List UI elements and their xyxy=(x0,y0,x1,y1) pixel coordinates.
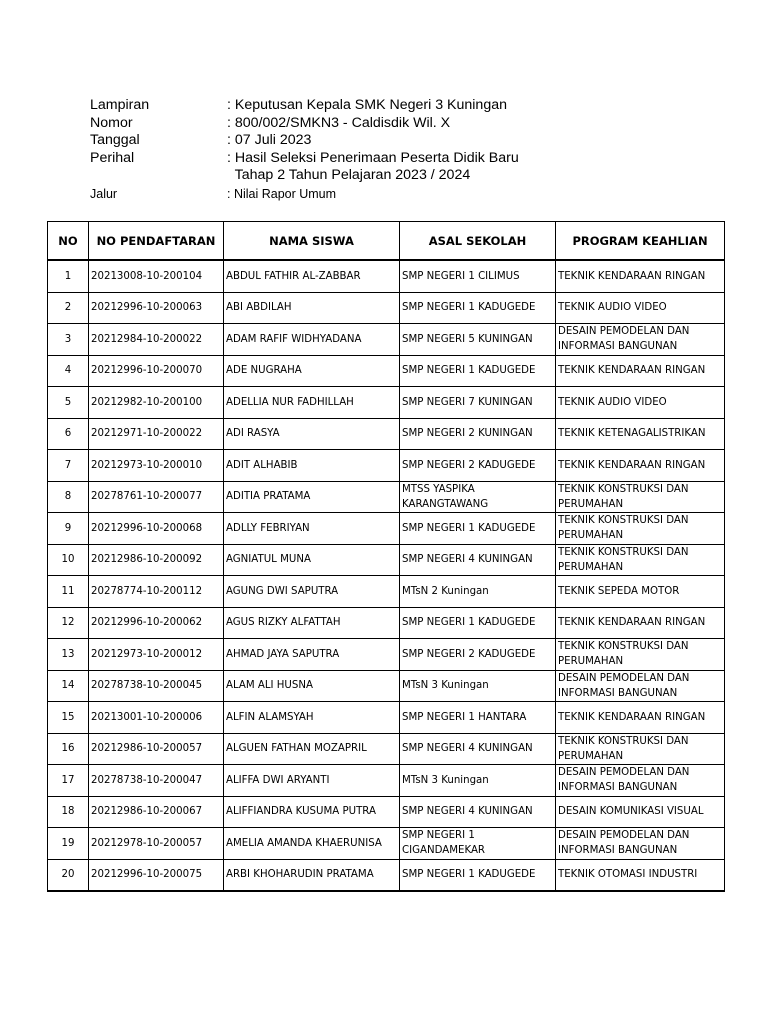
cell-no-pendaftaran: 20212996-10-200068 xyxy=(89,513,224,545)
cell-no: 14 xyxy=(48,670,89,702)
cell-nama-siswa: ARBI KHOHARUDIN PRATAMA xyxy=(224,859,400,891)
cell-no: 6 xyxy=(48,418,89,450)
cell-asal-sekolah: SMP NEGERI 1 KADUGEDE xyxy=(400,292,556,324)
header-value: Tahap 2 Tahun Pelajaran 2023 / 2024 xyxy=(227,167,471,183)
cell-nama-siswa: ADELLIA NUR FADHILLAH xyxy=(224,387,400,419)
cell-asal-sekolah: SMP NEGERI 4 KUNINGAN xyxy=(400,733,556,765)
cell-asal-sekolah: SMP NEGERI 2 KUNINGAN xyxy=(400,418,556,450)
cell-asal-sekolah: SMP NEGERI 1 KADUGEDE xyxy=(400,513,556,545)
table-row xyxy=(48,324,725,356)
header-label: Perihal xyxy=(90,149,135,166)
cell-asal-sekolah: SMP NEGERI 1 CILIMUS xyxy=(400,260,556,292)
cell-no: 19 xyxy=(48,828,89,860)
table-row xyxy=(48,828,725,860)
column-header-no-pendaftaran: NO PENDAFTARAN xyxy=(89,222,224,261)
table-row xyxy=(48,355,725,387)
header-row-perihal-cont xyxy=(90,167,690,185)
cell-asal-sekolah: SMP NEGERI 1 CIGANDAMEKAR xyxy=(400,828,556,860)
column-header-program-keahlian: PROGRAM KEAHLIAN xyxy=(556,222,725,261)
cell-nama-siswa: ADLLY FEBRIYAN xyxy=(224,513,400,545)
cell-nama-siswa: ALIFFA DWI ARYANTI xyxy=(224,765,400,797)
header-row-lampiran xyxy=(90,97,690,115)
table-row xyxy=(48,544,725,576)
cell-no-pendaftaran: 20212973-10-200012 xyxy=(89,639,224,671)
cell-program-keahlian: TEKNIK KETENAGALISTRIKAN xyxy=(556,418,725,450)
cell-nama-siswa: ADE NUGRAHA xyxy=(224,355,400,387)
cell-no: 10 xyxy=(48,544,89,576)
cell-program-keahlian: TEKNIK KENDARAAN RINGAN xyxy=(556,260,725,292)
cell-no-pendaftaran: 20212982-10-200100 xyxy=(89,387,224,419)
cell-program-keahlian: TEKNIK KENDARAAN RINGAN xyxy=(556,450,725,482)
table-row xyxy=(48,765,725,797)
cell-no-pendaftaran: 20212984-10-200022 xyxy=(89,324,224,356)
column-header-no: NO xyxy=(48,222,89,261)
cell-nama-siswa: AGUNG DWI SAPUTRA xyxy=(224,576,400,608)
cell-program-keahlian: TEKNIK AUDIO VIDEO xyxy=(556,292,725,324)
cell-nama-siswa: AHMAD JAYA SAPUTRA xyxy=(224,639,400,671)
cell-no: 16 xyxy=(48,733,89,765)
table-row xyxy=(48,576,725,608)
cell-no: 13 xyxy=(48,639,89,671)
table-row xyxy=(48,450,725,482)
table-header-row xyxy=(48,222,725,261)
cell-asal-sekolah: SMP NEGERI 2 KADUGEDE xyxy=(400,450,556,482)
cell-no-pendaftaran: 20213001-10-200006 xyxy=(89,702,224,734)
cell-program-keahlian: TEKNIK KENDARAAN RINGAN xyxy=(556,607,725,639)
cell-nama-siswa: ADI RASYA xyxy=(224,418,400,450)
cell-no: 7 xyxy=(48,450,89,482)
cell-asal-sekolah: MTSS YASPIKA KARANGTAWANG xyxy=(400,481,556,513)
cell-no-pendaftaran: 20212986-10-200067 xyxy=(89,796,224,828)
cell-no: 17 xyxy=(48,765,89,797)
header-value: : Hasil Seleksi Penerimaan Peserta Didik Baru xyxy=(227,149,519,166)
cell-nama-siswa: ADIT ALHABIB xyxy=(224,450,400,482)
cell-program-keahlian: DESAIN PEMODELAN DAN INFORMASI BANGUNAN xyxy=(556,828,725,860)
cell-no: 12 xyxy=(48,607,89,639)
header-label xyxy=(90,167,227,185)
cell-no: 18 xyxy=(48,796,89,828)
cell-no: 11 xyxy=(48,576,89,608)
cell-no: 20 xyxy=(48,859,89,891)
header-value: : 07 Juli 2023 xyxy=(227,132,312,148)
selection-results-table xyxy=(47,221,725,892)
cell-no: 15 xyxy=(48,702,89,734)
header-row-nomor xyxy=(90,115,690,133)
cell-asal-sekolah: SMP NEGERI 7 KUNINGAN xyxy=(400,387,556,419)
cell-no: 9 xyxy=(48,513,89,545)
cell-program-keahlian: TEKNIK KONSTRUKSI DAN PERUMAHAN xyxy=(556,544,725,576)
cell-program-keahlian: TEKNIK SEPEDA MOTOR xyxy=(556,576,725,608)
cell-program-keahlian: TEKNIK AUDIO VIDEO xyxy=(556,387,725,419)
header-label: Nomor xyxy=(90,114,133,131)
cell-asal-sekolah: MTsN 3 Kuningan xyxy=(400,765,556,797)
cell-no-pendaftaran: 20212996-10-200075 xyxy=(89,859,224,891)
cell-program-keahlian: TEKNIK KONSTRUKSI DAN PERUMAHAN xyxy=(556,733,725,765)
cell-nama-siswa: ADAM RAFIF WIDHYADANA xyxy=(224,324,400,356)
header-label: Jalur xyxy=(90,186,118,201)
column-header-asal-sekolah: ASAL SEKOLAH xyxy=(400,222,556,261)
header-value: : Nilai Rapor Umum xyxy=(227,186,337,201)
cell-no: 1 xyxy=(48,260,89,292)
cell-no: 5 xyxy=(48,387,89,419)
cell-asal-sekolah: SMP NEGERI 1 KADUGEDE xyxy=(400,607,556,639)
cell-program-keahlian: TEKNIK KONSTRUKSI DAN PERUMAHAN xyxy=(556,481,725,513)
table-row xyxy=(48,387,725,419)
cell-no: 2 xyxy=(48,292,89,324)
cell-no-pendaftaran: 20212973-10-200010 xyxy=(89,450,224,482)
cell-asal-sekolah: SMP NEGERI 4 KUNINGAN xyxy=(400,796,556,828)
cell-program-keahlian: TEKNIK KENDARAAN RINGAN xyxy=(556,702,725,734)
header-row-tanggal xyxy=(90,132,690,150)
cell-asal-sekolah: MTsN 3 Kuningan xyxy=(400,670,556,702)
cell-nama-siswa: AGUS RIZKY ALFATTAH xyxy=(224,607,400,639)
cell-asal-sekolah: SMP NEGERI 1 KADUGEDE xyxy=(400,355,556,387)
cell-no: 3 xyxy=(48,324,89,356)
document-header xyxy=(90,97,690,203)
cell-program-keahlian: TEKNIK KONSTRUKSI DAN PERUMAHAN xyxy=(556,513,725,545)
cell-program-keahlian: TEKNIK KENDARAAN RINGAN xyxy=(556,355,725,387)
cell-nama-siswa: ALIFFIANDRA KUSUMA PUTRA xyxy=(224,796,400,828)
cell-asal-sekolah: SMP NEGERI 2 KADUGEDE xyxy=(400,639,556,671)
cell-asal-sekolah: SMP NEGERI 1 KADUGEDE xyxy=(400,859,556,891)
cell-asal-sekolah: MTsN 2 Kuningan xyxy=(400,576,556,608)
cell-no-pendaftaran: 20278738-10-200047 xyxy=(89,765,224,797)
header-label: Tanggal xyxy=(90,132,140,148)
cell-no-pendaftaran: 20278774-10-200112 xyxy=(89,576,224,608)
header-value: : Keputusan Kepala SMK Negeri 3 Kuningan xyxy=(227,97,507,113)
cell-nama-siswa: AGNIATUL MUNA xyxy=(224,544,400,576)
cell-program-keahlian: DESAIN PEMODELAN DAN INFORMASI BANGUNAN xyxy=(556,765,725,797)
table-row xyxy=(48,292,725,324)
cell-nama-siswa: ALGUEN FATHAN MOZAPRIL xyxy=(224,733,400,765)
cell-no-pendaftaran: 20278761-10-200077 xyxy=(89,481,224,513)
cell-no-pendaftaran: 20213008-10-200104 xyxy=(89,260,224,292)
table-row xyxy=(48,607,725,639)
cell-no-pendaftaran: 20212986-10-200057 xyxy=(89,733,224,765)
cell-no-pendaftaran: 20278738-10-200045 xyxy=(89,670,224,702)
cell-program-keahlian: DESAIN PEMODELAN DAN INFORMASI BANGUNAN xyxy=(556,324,725,356)
cell-nama-siswa: ALAM ALI HUSNA xyxy=(224,670,400,702)
table-row xyxy=(48,670,725,702)
cell-nama-siswa: ADITIA PRATAMA xyxy=(224,481,400,513)
table-row xyxy=(48,513,725,545)
header-label: Lampiran xyxy=(90,97,150,113)
table-row xyxy=(48,260,725,292)
cell-asal-sekolah: SMP NEGERI 4 KUNINGAN xyxy=(400,544,556,576)
table-row xyxy=(48,481,725,513)
table-row xyxy=(48,418,725,450)
cell-no-pendaftaran: 20212971-10-200022 xyxy=(89,418,224,450)
table-row xyxy=(48,796,725,828)
cell-no: 8 xyxy=(48,481,89,513)
table-row xyxy=(48,702,725,734)
cell-program-keahlian: TEKNIK OTOMASI INDUSTRI xyxy=(556,859,725,891)
cell-nama-siswa: ABDUL FATHIR AL-ZABBAR xyxy=(224,260,400,292)
cell-nama-siswa: ALFIN ALAMSYAH xyxy=(224,702,400,734)
cell-no: 4 xyxy=(48,355,89,387)
header-row-perihal xyxy=(90,150,690,168)
table-row xyxy=(48,733,725,765)
cell-no-pendaftaran: 20212996-10-200070 xyxy=(89,355,224,387)
header-value: : 800/002/SMKN3 - Caldisdik Wil. X xyxy=(227,114,451,131)
cell-nama-siswa: ABI ABDILAH xyxy=(224,292,400,324)
cell-asal-sekolah: SMP NEGERI 5 KUNINGAN xyxy=(400,324,556,356)
cell-no-pendaftaran: 20212986-10-200092 xyxy=(89,544,224,576)
table-row xyxy=(48,639,725,671)
cell-no-pendaftaran: 20212996-10-200062 xyxy=(89,607,224,639)
cell-no-pendaftaran: 20212978-10-200057 xyxy=(89,828,224,860)
table-row xyxy=(48,859,725,891)
cell-program-keahlian: DESAIN KOMUNIKASI VISUAL xyxy=(556,796,725,828)
column-header-nama-siswa: NAMA SISWA xyxy=(224,222,400,261)
cell-program-keahlian: DESAIN PEMODELAN DAN INFORMASI BANGUNAN xyxy=(556,670,725,702)
cell-asal-sekolah: SMP NEGERI 1 HANTARA xyxy=(400,702,556,734)
cell-nama-siswa: AMELIA AMANDA KHAERUNISA xyxy=(224,828,400,860)
cell-no-pendaftaran: 20212996-10-200063 xyxy=(89,292,224,324)
cell-program-keahlian: TEKNIK KONSTRUKSI DAN PERUMAHAN xyxy=(556,639,725,671)
header-row-jalur xyxy=(90,186,690,203)
